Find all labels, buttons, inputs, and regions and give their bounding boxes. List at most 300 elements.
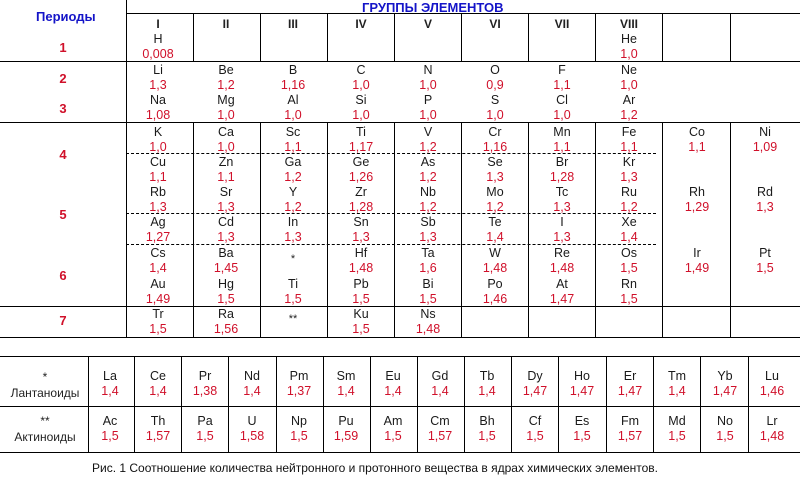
element-cell: [419, 246, 436, 276]
element-ratio: 1,09: [752, 140, 778, 154]
element-cell: [419, 93, 436, 123]
element-cell: [352, 215, 369, 245]
element-symbol: Gd: [431, 369, 449, 383]
element-symbol: Mn: [553, 125, 571, 139]
element-cell: [214, 307, 238, 337]
element-symbol: N: [423, 63, 433, 77]
element-symbol: O: [490, 63, 500, 77]
column-rule: [394, 122, 395, 337]
element-symbol: Fm: [620, 414, 640, 428]
element-symbol: Ce: [150, 369, 166, 383]
element-symbol: Se: [487, 155, 503, 169]
element-cell: [419, 215, 436, 245]
element-cell: [620, 155, 637, 185]
actinide-cell: [334, 414, 358, 444]
element-cell: [553, 125, 570, 155]
lanthanide-cell: [101, 369, 118, 399]
element-cell: [756, 185, 773, 215]
element-symbol: Ti: [288, 277, 298, 291]
element-ratio: 1,48: [415, 322, 441, 336]
element-symbol: Be: [218, 63, 234, 77]
element-symbol: C: [356, 63, 366, 77]
element-cell: [149, 307, 166, 337]
lanthanide-placeholder-mark: *: [290, 253, 296, 265]
f-block-column-rule: [370, 356, 371, 452]
element-ratio: 1,2: [284, 170, 302, 184]
column-rule: [193, 13, 194, 61]
element-ratio: 1,5: [573, 429, 591, 443]
element-ratio: 1,47: [712, 384, 738, 398]
actinides-mark: **: [40, 414, 50, 428]
period-label: 4: [59, 147, 67, 162]
actinide-cell: [428, 414, 452, 444]
element-ratio: 1,48: [549, 261, 575, 275]
element-cell: [352, 277, 369, 307]
group-numeral: VII: [554, 17, 570, 31]
element-cell: [550, 155, 574, 185]
element-symbol: Br: [555, 155, 569, 169]
element-cell: [142, 32, 173, 62]
element-cell: [146, 277, 170, 307]
actinide-cell: [240, 414, 264, 444]
element-symbol: Pa: [197, 414, 213, 428]
element-ratio: 1,3: [756, 200, 774, 214]
element-ratio: 1,0: [419, 108, 437, 122]
element-ratio: 1,5: [217, 292, 235, 306]
element-cell: [486, 93, 503, 123]
element-ratio: 1,1: [553, 78, 571, 92]
element-symbol: Os: [621, 246, 637, 260]
element-symbol: Ns: [420, 307, 436, 321]
element-ratio: 1,4: [384, 384, 402, 398]
element-ratio: 1,56: [213, 322, 239, 336]
element-cell: [620, 32, 637, 62]
f-block-column-rule: [606, 356, 607, 452]
element-ratio: 1,4: [337, 384, 355, 398]
element-symbol: Zr: [355, 185, 367, 199]
element-symbol: Xe: [621, 215, 637, 229]
column-rule: [595, 122, 596, 337]
element-ratio: 1,48: [759, 429, 785, 443]
element-symbol: Bi: [422, 277, 434, 291]
group-numeral: VIII: [619, 17, 639, 31]
element-cell: [284, 93, 301, 123]
element-symbol: Ba: [218, 246, 234, 260]
element-symbol: At: [556, 277, 568, 291]
element-ratio: 1,3: [149, 200, 167, 214]
element-ratio: 1,0: [217, 108, 235, 122]
element-symbol: Al: [287, 93, 299, 107]
element-cell: [284, 125, 301, 155]
actinide-cell: [101, 414, 118, 444]
element-symbol: Mg: [217, 93, 235, 107]
element-symbol: Hg: [218, 277, 234, 291]
groups-header: ГРУППЫ ЭЛЕМЕНТОВ: [362, 0, 504, 15]
header-rule: [126, 13, 800, 14]
element-cell: [620, 185, 637, 215]
actinide-cell: [668, 414, 685, 444]
element-ratio: 1,4: [431, 384, 449, 398]
sub-row-rule: [126, 153, 656, 154]
group-numeral: II: [222, 17, 230, 31]
f-block-column-rule: [417, 356, 418, 452]
element-symbol: Fe: [621, 125, 637, 139]
element-ratio: 1,58: [239, 429, 265, 443]
element-symbol: Ge: [352, 155, 370, 169]
period-label: 6: [59, 268, 67, 283]
element-symbol: Li: [153, 63, 163, 77]
element-symbol: P: [423, 93, 433, 107]
column-rule: [327, 122, 328, 337]
element-cell: [352, 63, 369, 93]
element-ratio: 1,47: [569, 384, 595, 398]
element-ratio: 1,1: [553, 140, 571, 154]
element-cell: [483, 125, 507, 155]
element-ratio: 1,0: [620, 47, 638, 61]
element-ratio: 1,0: [149, 140, 167, 154]
column-rule: [461, 122, 462, 337]
element-ratio: 1,2: [419, 170, 437, 184]
element-cell: [685, 185, 709, 215]
element-symbol: Ag: [150, 215, 166, 229]
element-ratio: 1,5: [620, 292, 638, 306]
f-block-column-rule: [511, 356, 512, 452]
element-cell: [284, 277, 301, 307]
period-rule: [0, 122, 800, 123]
element-cell: [486, 215, 503, 245]
element-cell: [685, 246, 709, 276]
element-cell: [349, 185, 373, 215]
element-symbol: Ar: [622, 93, 636, 107]
element-cell: [217, 215, 234, 245]
element-ratio: 1,49: [145, 292, 171, 306]
element-ratio: 1,5: [352, 322, 370, 336]
element-ratio: 1,47: [549, 292, 575, 306]
element-symbol: Tb: [479, 369, 495, 383]
element-symbol: U: [247, 414, 257, 428]
element-symbol: No: [717, 414, 733, 428]
f-block-rule: [0, 356, 800, 357]
element-ratio: 1,0: [486, 108, 504, 122]
element-ratio: 0,008: [142, 47, 174, 61]
element-cell: [553, 93, 570, 123]
actinide-placeholder-mark: **: [288, 313, 298, 325]
element-ratio: 1,5: [352, 292, 370, 306]
element-cell: [149, 63, 166, 93]
element-ratio: 1,45: [213, 261, 239, 275]
element-cell: [217, 155, 234, 185]
element-ratio: 1,3: [352, 230, 370, 244]
element-symbol: Na: [150, 93, 166, 107]
element-ratio: 1,3: [553, 230, 571, 244]
element-symbol: Yb: [717, 369, 733, 383]
element-symbol: Si: [355, 93, 367, 107]
period-label: 2: [59, 71, 67, 86]
element-ratio: 1,37: [286, 384, 312, 398]
lanthanide-cell: [149, 369, 166, 399]
element-ratio: 1,1: [620, 140, 638, 154]
element-ratio: 1,47: [522, 384, 548, 398]
element-cell: [553, 63, 570, 93]
element-ratio: 1,2: [620, 108, 638, 122]
column-rule: [126, 0, 127, 337]
periods-header: Периоды: [36, 9, 96, 24]
element-ratio: 1,59: [333, 429, 359, 443]
element-ratio: 1,3: [217, 200, 235, 214]
actinide-cell: [573, 414, 590, 444]
element-symbol: Pm: [289, 369, 309, 383]
element-symbol: W: [489, 246, 501, 260]
element-symbol: Tr: [152, 307, 164, 321]
column-rule: [394, 13, 395, 61]
element-ratio: 1,0: [419, 78, 437, 92]
column-rule: [730, 13, 731, 61]
element-symbol: He: [621, 32, 637, 46]
element-cell: [553, 185, 570, 215]
lanthanide-cell: [243, 369, 260, 399]
element-ratio: 1,5: [756, 261, 774, 275]
element-symbol: Lr: [766, 414, 778, 428]
column-rule: [193, 122, 194, 337]
element-ratio: 1,0: [217, 140, 235, 154]
element-symbol: Ta: [421, 246, 435, 260]
element-symbol: Pu: [338, 414, 354, 428]
group-numeral: IV: [355, 17, 367, 31]
element-ratio: 1,3: [284, 230, 302, 244]
element-ratio: 1,4: [478, 384, 496, 398]
element-cell: [419, 155, 436, 185]
element-ratio: 1,5: [668, 429, 686, 443]
element-symbol: Zn: [218, 155, 234, 169]
element-cell: [349, 125, 373, 155]
element-ratio: 1,2: [284, 200, 302, 214]
element-symbol: S: [490, 93, 500, 107]
lanthanide-cell: [287, 369, 311, 399]
element-symbol: Ne: [621, 63, 637, 77]
element-symbol: Cf: [528, 414, 542, 428]
actinide-cell: [618, 414, 642, 444]
group-numeral: I: [156, 17, 160, 31]
actinide-cell: [384, 414, 403, 444]
element-symbol: La: [103, 369, 117, 383]
f-block-column-rule: [228, 356, 229, 452]
element-symbol: Po: [487, 277, 503, 291]
period-label: 5: [59, 207, 67, 222]
element-symbol: Sm: [336, 369, 356, 383]
element-cell: [419, 63, 436, 93]
element-symbol: Te: [488, 215, 502, 229]
element-ratio: 0,9: [486, 78, 504, 92]
f-block-column-rule: [134, 356, 135, 452]
element-ratio: 1,57: [427, 429, 453, 443]
f-block-column-rule: [276, 356, 277, 452]
column-rule: [595, 13, 596, 61]
element-cell: [688, 125, 705, 155]
element-ratio: 1,0: [553, 108, 571, 122]
element-ratio: 1,08: [145, 108, 171, 122]
element-symbol: Ac: [102, 414, 118, 428]
figure-caption: Рис. 1 Соотношение количества нейтронного и протонного вещества в ядрах химических элементов.: [92, 461, 658, 475]
column-rule: [528, 122, 529, 337]
element-cell: [753, 125, 777, 155]
element-ratio: 1,1: [149, 170, 167, 184]
element-symbol: V: [423, 125, 433, 139]
element-cell: [620, 93, 637, 123]
element-symbol: Cm: [430, 414, 450, 428]
column-rule: [662, 13, 663, 61]
element-cell: [149, 125, 166, 155]
element-cell: [756, 246, 773, 276]
f-block-column-rule: [558, 356, 559, 452]
element-cell: [284, 185, 301, 215]
element-symbol: Lu: [765, 369, 779, 383]
element-ratio: 1,1: [688, 140, 706, 154]
element-ratio: 1,5: [196, 429, 214, 443]
column-rule: [730, 122, 731, 337]
f-block-rule: [0, 406, 800, 407]
element-ratio: 1,2: [217, 78, 235, 92]
column-rule: [260, 13, 261, 61]
element-cell: [553, 215, 570, 245]
element-cell: [149, 185, 166, 215]
column-rule: [260, 122, 261, 337]
element-symbol: Mo: [486, 185, 504, 199]
element-ratio: 1,0: [284, 108, 302, 122]
element-symbol: Dy: [527, 369, 543, 383]
period-label: 3: [59, 101, 67, 116]
element-cell: [620, 215, 637, 245]
element-symbol: Ho: [574, 369, 590, 383]
element-ratio: 1,46: [482, 292, 508, 306]
element-cell: [550, 246, 574, 276]
lanthanide-cell: [668, 369, 686, 399]
element-ratio: 1,5: [290, 429, 308, 443]
element-ratio: 1,3: [620, 170, 638, 184]
f-block-column-rule: [748, 356, 749, 452]
element-cell: [352, 307, 369, 337]
element-symbol: B: [288, 63, 298, 77]
element-symbol: Rd: [757, 185, 773, 199]
sub-row-rule: [126, 244, 656, 245]
element-cell: [146, 215, 170, 245]
sub-row-rule: [126, 213, 656, 214]
element-ratio: 1,5: [149, 322, 167, 336]
element-cell: [284, 215, 301, 245]
element-cell: [149, 155, 166, 185]
lanthanide-cell: [431, 369, 448, 399]
element-symbol: Ti: [356, 125, 366, 139]
actinide-cell: [526, 414, 543, 444]
element-symbol: H: [153, 32, 163, 46]
f-block-column-rule: [700, 356, 701, 452]
element-symbol: Sc: [285, 125, 301, 139]
actinide-cell: [478, 414, 495, 444]
column-rule: [662, 122, 663, 337]
lanthanide-cell: [713, 369, 737, 399]
element-symbol: K: [153, 125, 163, 139]
f-block-rule: [0, 452, 800, 453]
element-ratio: 1,38: [192, 384, 218, 398]
element-cell: [416, 307, 440, 337]
element-cell: [550, 277, 574, 307]
element-ratio: 1,4: [101, 384, 119, 398]
element-ratio: 1,3: [217, 230, 235, 244]
lanthanide-cell: [760, 369, 784, 399]
element-symbol: Rh: [689, 185, 705, 199]
element-symbol: Co: [689, 125, 705, 139]
f-block-column-rule: [181, 356, 182, 452]
element-cell: [349, 155, 373, 185]
element-symbol: Re: [554, 246, 570, 260]
element-symbol: Au: [150, 277, 166, 291]
element-cell: [217, 185, 234, 215]
element-ratio: 1,49: [684, 261, 710, 275]
element-ratio: 1,27: [145, 230, 171, 244]
element-ratio: 1,5: [384, 429, 402, 443]
element-symbol: In: [287, 215, 299, 229]
element-symbol: Ra: [218, 307, 234, 321]
lanthanide-cell: [570, 369, 594, 399]
actinide-cell: [716, 414, 733, 444]
element-ratio: 1,16: [482, 140, 508, 154]
element-ratio: 1,28: [348, 200, 374, 214]
element-ratio: 1,2: [486, 200, 504, 214]
lanthanides-label: Лантаноиды: [10, 386, 80, 400]
element-symbol: Ni: [759, 125, 771, 139]
element-cell: [217, 63, 234, 93]
element-cell: [217, 125, 234, 155]
element-symbol: Eu: [385, 369, 401, 383]
element-ratio: 1,2: [419, 140, 437, 154]
element-ratio: 1,5: [478, 429, 496, 443]
period-rule: [0, 306, 800, 307]
element-cell: [486, 185, 503, 215]
element-ratio: 1,16: [280, 78, 306, 92]
element-ratio: 1,3: [149, 78, 167, 92]
element-cell: [486, 155, 503, 185]
element-ratio: 1,6: [419, 261, 437, 275]
element-symbol: Ca: [218, 125, 234, 139]
element-ratio: 1,4: [668, 384, 686, 398]
element-symbol: Cl: [556, 93, 568, 107]
element-cell: [620, 125, 637, 155]
element-symbol: Cr: [488, 125, 502, 139]
element-ratio: 1,3: [486, 170, 504, 184]
period-rule: [0, 337, 800, 338]
element-cell: [149, 246, 166, 276]
element-ratio: 1,5: [716, 429, 734, 443]
element-ratio: 1,5: [526, 429, 544, 443]
element-ratio: 1,5: [620, 261, 638, 275]
element-ratio: 1,46: [759, 384, 785, 398]
element-symbol: Sn: [353, 215, 369, 229]
group-numeral: V: [423, 17, 433, 31]
element-cell: [620, 277, 637, 307]
element-symbol: Es: [574, 414, 590, 428]
element-symbol: Hf: [354, 246, 368, 260]
element-symbol: Rn: [621, 277, 637, 291]
element-ratio: 1,48: [482, 261, 508, 275]
element-ratio: 1,57: [145, 429, 171, 443]
element-ratio: 1,28: [549, 170, 575, 184]
lanthanide-cell: [618, 369, 642, 399]
element-symbol: Tc: [555, 185, 569, 199]
element-ratio: 1,4: [243, 384, 261, 398]
group-numeral: III: [287, 17, 299, 31]
element-cell: [217, 93, 234, 123]
lanthanide-cell: [478, 369, 495, 399]
element-symbol: Ru: [621, 185, 637, 199]
